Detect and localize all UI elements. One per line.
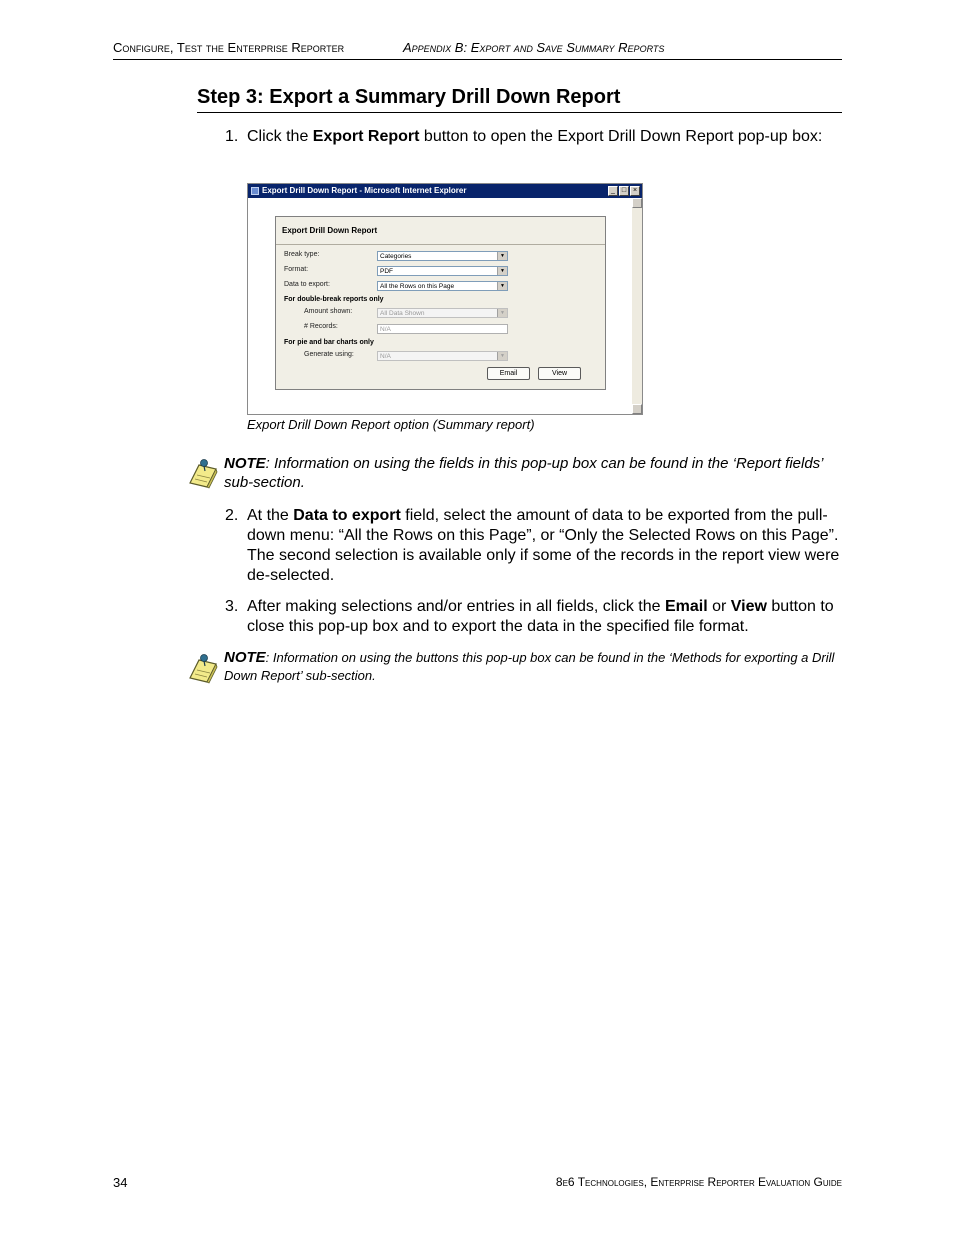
data-to-export-select [377, 281, 508, 291]
step-emphasis: Data to export [293, 507, 401, 524]
double-break-heading: For double-break reports only [284, 296, 384, 303]
step-text [247, 597, 843, 637]
format-label: Format: [284, 266, 309, 273]
step-number: 3. [225, 598, 239, 615]
step-text-part: or [707, 598, 731, 615]
running-header [113, 40, 842, 60]
generate-using-label: Generate using: [304, 351, 354, 358]
amount-shown-label: Amount shown: [304, 308, 353, 315]
scroll-up-icon [632, 198, 642, 208]
amount-shown-select [377, 308, 508, 318]
export-panel [275, 216, 606, 390]
format-select [377, 266, 508, 276]
generate-using-value: N/A [380, 353, 391, 360]
window-controls [607, 186, 640, 196]
step-text-part: field, select the amount of data to be exported from the pull-down menu: “All the Rows on this Page”, or “Only the Selected Rows on this Page”. The second selection is available only if some of the records in the report view were de-selected. [247, 507, 840, 584]
note-pad-icon [187, 652, 219, 684]
scroll-down-icon [632, 404, 642, 414]
popup-window-screenshot [247, 183, 643, 415]
note-label: NOTE [224, 455, 266, 472]
chevron-down-icon: ▼ [497, 267, 507, 275]
amount-shown-value: All Data Shown [380, 310, 425, 317]
email-button: Email [487, 367, 530, 380]
close-icon: × [630, 186, 640, 196]
step-text-part: Click the [247, 128, 313, 145]
step-emphasis: View [730, 598, 767, 615]
panel-title: Export Drill Down Report [282, 226, 378, 235]
step-text [247, 127, 843, 147]
break-type-value: Categories [380, 253, 412, 260]
step-number: 1. [225, 128, 239, 145]
page-number: 34 [113, 1175, 128, 1190]
chevron-down-icon: ▼ [497, 282, 507, 290]
vertical-scrollbar [632, 198, 642, 414]
step-text-part: At the [247, 507, 294, 524]
step-text-part: button to open the Export Drill Down Report pop-up box: [419, 128, 823, 145]
figure-caption: Export Drill Down Report option (Summary report) [247, 417, 535, 432]
records-input: N/A [377, 324, 508, 334]
chevron-down-icon: ▼ [497, 309, 507, 317]
note-pad-icon [187, 457, 219, 489]
generate-using-select [377, 351, 508, 361]
note-1 [224, 454, 844, 492]
maximize-icon: □ [619, 186, 629, 196]
panel-divider [276, 244, 605, 245]
note-2 [224, 649, 844, 685]
pie-bar-heading: For pie and bar charts only [284, 339, 374, 346]
chevron-down-icon: ▼ [497, 352, 507, 360]
section-heading: Step 3: Export a Summary Drill Down Report [197, 84, 842, 113]
step-text-part: button to close this pop-up box and to export the data in the specified file format. [247, 598, 834, 635]
window-title: Export Drill Down Report - Microsoft Internet Explorer [262, 186, 467, 195]
break-type-label: Break type: [284, 251, 320, 258]
records-label: # Records: [304, 323, 338, 330]
step-2 [225, 506, 843, 586]
header-appendix: Appendix B: Export and Save Summary Reports [403, 40, 665, 55]
ie-icon [251, 187, 259, 195]
data-to-export-label: Data to export: [284, 281, 330, 288]
step-text [247, 506, 843, 586]
format-value: PDF [380, 268, 393, 275]
window-client-area [248, 198, 632, 414]
step-3 [225, 597, 843, 637]
note-label: NOTE [224, 649, 266, 666]
note-text: : Information on using the buttons this pop-up box can be found in the ‘Methods for exporting a Drill Down Report’ sub-section. [224, 650, 835, 683]
footer-title: 8e6 Technologies, Enterprise Reporter Evaluation Guide [555, 1175, 842, 1189]
view-button: View [538, 367, 581, 380]
header-chapter: Configure, Test the Enterprise Reporter [113, 40, 345, 55]
note-text: : Information on using the fields in this pop-up box can be found in the ‘Report fields’ sub-section. [224, 455, 823, 491]
step-emphasis: Email [664, 598, 708, 615]
chevron-down-icon: ▼ [497, 252, 507, 260]
break-type-select [377, 251, 508, 261]
step-emphasis: Export Report [312, 128, 420, 145]
minimize-icon: _ [608, 186, 618, 196]
data-to-export-value: All the Rows on this Page [380, 283, 455, 290]
window-titlebar [248, 184, 642, 198]
step-1 [225, 127, 843, 147]
step-text-part: After making selections and/or entries in all fields, click the [247, 598, 665, 615]
step-number: 2. [225, 507, 239, 524]
